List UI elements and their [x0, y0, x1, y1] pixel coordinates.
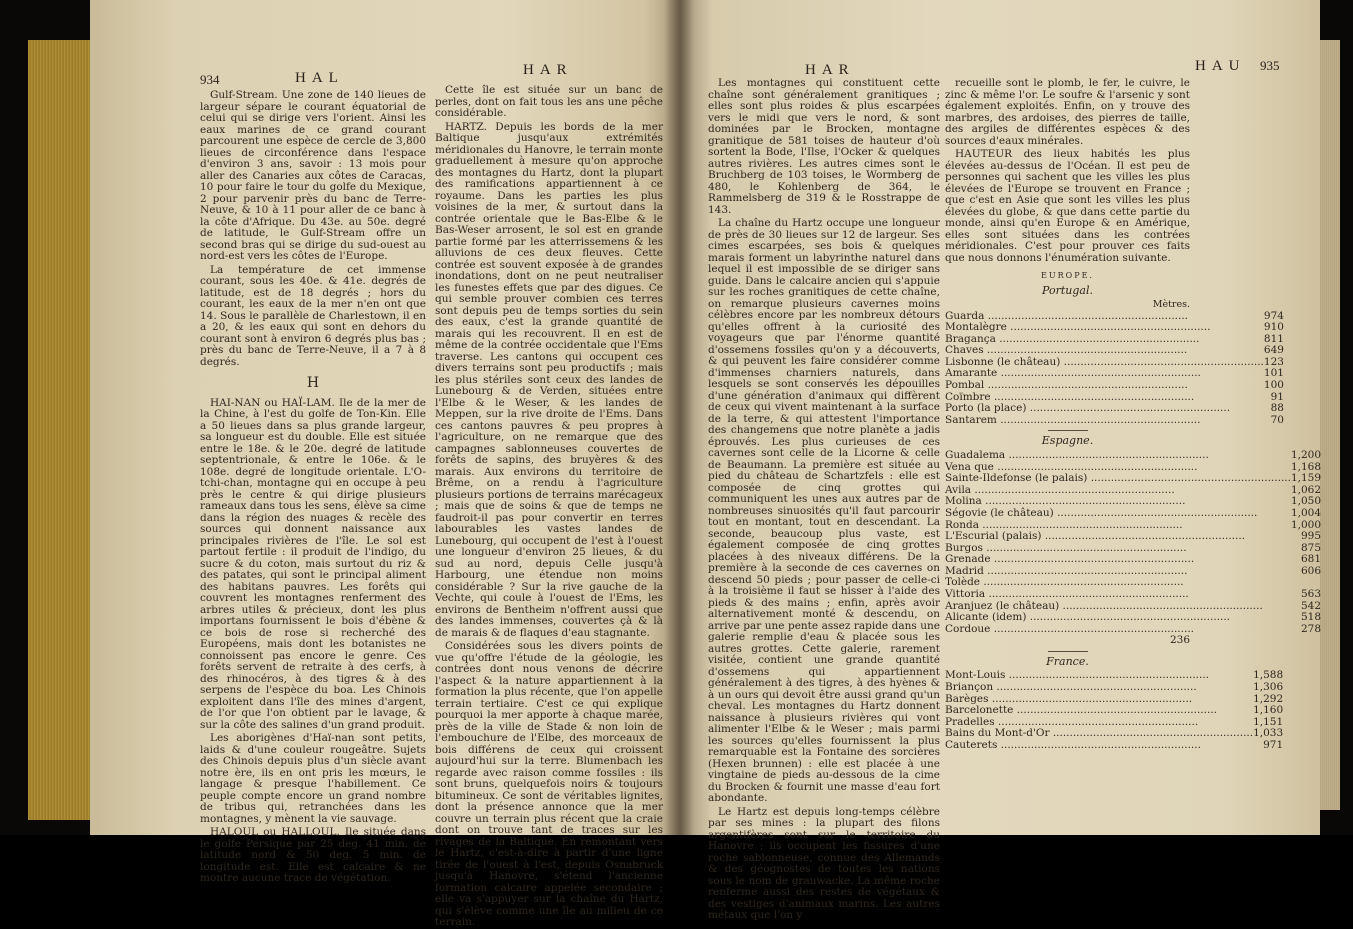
place-name: Madrid ............................................................ — [945, 564, 1188, 577]
altitude-value: 1,168 — [1290, 460, 1322, 473]
altitude-value: 88 — [1270, 402, 1284, 415]
place-name: Montalègre ............................................................ — [945, 321, 1211, 334]
table-row — [945, 531, 1321, 543]
place-name: Amarante ............................................................ — [945, 367, 1201, 380]
place-name: Cordoue ............................................................ — [945, 622, 1194, 635]
paragraph: HAUTEUR des lieux habités les plus élevées au-dessus de l'Océan. Il est peu de personnes qui sachent que les villes les plus élevées de l'Europe se trouvent en France ; que c'est en Asie que sont les villes les plus élevées du globe, & que dans cette partie du monde, ainsi qu'en Europe & en Amérique, elles sont situées dans les contrées méridionales. C'est pour prouver ces faits que nous donnons l'énumération suivante. — [945, 148, 1190, 264]
place-name: Briançon ............................................................ — [945, 681, 1197, 694]
right-header-title: HAR — [805, 62, 855, 78]
altitude-value: 1,588 — [1253, 669, 1284, 682]
right-column-1 — [708, 77, 940, 921]
place-name: Vittoria ............................................................ — [945, 588, 1189, 601]
table-row — [945, 322, 1284, 334]
table-row — [945, 624, 1321, 636]
altitude-value: 974 — [1263, 309, 1284, 322]
portugal-table — [945, 311, 1284, 427]
paragraph: Les aborigènes d'Haï-nan sont petits, laids & d'une couleur rougeâtre. Sujets des Chinois depuis plus d'un siècle avant notre ère, ils en ont pris les mœurs, le langage & presque l'habillement. Ce peuple compte encore un grand nombre de tribus qui, retranchées dans les montagnes, y mènent la vie sauvage. — [200, 732, 426, 825]
place-name: Molina ............................................................ — [945, 495, 1186, 508]
place-name: Chaves ............................................................ — [945, 344, 1188, 357]
extra-value: 236 — [1169, 634, 1190, 647]
place-name: Bains du Mont-d'Or ............................................................ — [945, 727, 1254, 740]
altitude-value: 101 — [1263, 367, 1284, 380]
left-header-title: HAL — [295, 70, 344, 86]
table-row — [945, 740, 1283, 752]
place-name: Sainte-Ildefonse (le palais) ............................................................ — [945, 472, 1291, 485]
altitude-value: 1,160 — [1253, 704, 1284, 717]
paragraph: La chaîne du Hartz occupe une longueur de près de 30 lieues sur 12 de largeur. Ses cimes escarpées, ses bois & quelques marais forment un labyrinthe naturel dans lequel il est impossible de se diriger sans guide. Dans le calcaire ancien qui s'appuie sur les roches granitiques de cette chaîne, on remarque plusieurs cavernes moins célèbres encore par les nombreux détours qu'elles offrent à la curiosité des voyageurs que par l'énorme quantité d'ossemens fossiles qu'on y a découverts, & qui peuvent les faire considérer comme d'immenses charniers naturels, dans lesquels se sont conservés les dépouilles d'une génération d'animaux qui diffèrent de ceux qui vivent maintenant à la surface de la terre, & qui attestent l'importance des changemens que notre planète a jadis éprouvés. Les plus curieuses de ces cavernes sont celle de la Licorne & celle de Beaumann. La première est située au pied du château de Schartzfels : elle est composée de cinq grottes qui communiquent les unes aux autres par de nombreuses sinuosités qu'il faut parcourir tout en montant, tout en descendant. La seconde, beaucoup plus vaste, est également composée de cinq grottes placées à des niveaux différens. De la première à la seconde de ces cavernes on descend 50 pieds ; pour passer de celle-ci à la troisième il faut se hisser à l'aide des pieds & des mains ; enfin, après avoir alternativement monté & descendu, on arrive par une pente assez rapide dans une galerie remplie d'eau & placée sous les autres grottes. Cette galerie, rarement visitée, contient une grande quantité d'ossemens qui appartiennent généralement à des tigres, à des hyènes & à un ours qui devoit être aussi grand qu'un cheval. Les montagnes du Hartz donnent naissance à plusieurs rivières qui vont alimenter l'Elbe & le Weser ; mais parmi les sources qu'elles fournissent la plus remarquable est la Fontaine des sorcières (Hexen brunnen) : elle est placée à une vingtaine de pieds au-dessous de la cime du Brocken & fournit une masse d'eau fort abondante. — [708, 217, 940, 804]
altitude-value: 518 — [1300, 611, 1322, 624]
paragraph: Cette île est située sur un banc de perles, dont on fait tous les ans une pêche considérable. — [435, 84, 663, 119]
place-name: Ronda ............................................................ — [945, 518, 1183, 531]
altitude-value: 1,292 — [1253, 692, 1284, 705]
divider — [1048, 430, 1088, 431]
altitude-value: 875 — [1300, 541, 1322, 554]
table-row — [945, 682, 1283, 694]
paragraph: HALOUL ou HALLOUL. Ile située dans le golfe Persique par 25 deg. 41 min. de latitude nord & 50 deg. 5 min. de longitude est. Elle est calcaire & ne montre aucune trace de végétation. — [200, 826, 426, 884]
altitude-value: 1,004 — [1290, 506, 1322, 519]
place-name: Ségovie (le château) ............................................................ — [945, 506, 1258, 519]
place-name: Cauterets ............................................................ — [945, 739, 1201, 751]
left-column-1 — [200, 89, 426, 884]
altitude-value: 278 — [1300, 622, 1322, 635]
place-name: Barcelonette ............................................................ — [945, 704, 1217, 717]
altitude-value: 1,151 — [1253, 715, 1284, 728]
right-page-number: 935 — [1260, 58, 1280, 73]
altitude-value: 1,033 — [1253, 727, 1284, 740]
altitude-value: 1,000 — [1290, 518, 1322, 531]
place-name: Grenade ............................................................ — [945, 553, 1195, 566]
paragraph: Gulf-Stream. Une zone de 140 lieues de largeur sépare le courant équatorial de celui qui se dirige vers l'orient. Ainsi les eaux marines de ce grand courant parcourent une espèce de cercle de 3,800 lieues de circonférence dans l'espace d'environ 3 ans, savoir : 13 mois pour aller des Canaries aux côtes de Caracas, 10 pour faire le tour du golfe du Mexique, 2 pour parvenir près du banc de Terre-Neuve, & 10 à 11 pour aller de ce banc à la côte d'Afrique. Du 43e. au 50e. degré de latitude, le Gulf-Stream offre un second bras qui se dirige du sud-ouest au nord-est vers les côtes de l'Europe. — [200, 89, 426, 262]
table-title-europe: EUROPE. — [1041, 271, 1094, 280]
page-edges-right — [1318, 40, 1340, 810]
place-name: Bragança ............................................................ — [945, 332, 1200, 345]
table-row — [945, 450, 1321, 462]
france-table — [945, 670, 1283, 751]
altitude-value: 123 — [1263, 355, 1284, 368]
espagne-table — [945, 450, 1321, 636]
altitude-value: 606 — [1300, 564, 1322, 577]
place-name: Vena que ............................................................ — [945, 460, 1198, 473]
table-subtitle-espagne: Espagne. — [1041, 434, 1094, 448]
place-name: Santarem ............................................................ — [945, 413, 1201, 426]
paragraph: La température de cet immense courant, sous les 40e. & 41e. degrés de latitude, est de 18 degrés ; hors du courant, les eaux de la mer n'en ont que 14. Sous le parallèle de Charlestown, il en a 20, & les eaux qui sont en dehors du courant sont à environ 6 degrés plus bas ; près du banc de Terre-Neuve, il a 7 à 8 degrés. — [200, 263, 426, 368]
place-name: Porto (la place) ............................................................ — [945, 402, 1231, 415]
table-row — [945, 508, 1321, 520]
altitude-value: 542 — [1300, 599, 1322, 612]
table-row — [945, 380, 1284, 392]
altitude-value: 910 — [1263, 321, 1284, 334]
altitude-value: 1,306 — [1253, 681, 1284, 694]
right-column-2 — [945, 77, 1322, 828]
altitude-value: 971 — [1263, 739, 1284, 751]
page-edges-left — [28, 40, 92, 820]
place-name: Avila ............................................................ — [945, 483, 1175, 496]
table-row — [945, 473, 1321, 485]
paragraph: recueille sont le plomb, le fer, le cuivre, le zinc & même l'or. Le soufre & l'arsenic y sont également exploités. Enfin, on y trouve des marbres, des ardoises, des pierres de taille, des argiles de différentes espèces & des sources d'eaux minérales. — [945, 77, 1190, 147]
divider — [1048, 651, 1088, 652]
paragraph: HAI-NAN ou HAÏ-LAM. Ile de la mer de la Chine, à l'est du golfe de Ton-Kin. Elle a 50 lieues dans sa plus grande largeur, sa longueur est du double. Elle est située entre le 18e. & le 20e. degré de latitude septentrionale, & entre le 106e. & le 108e. degré de longitude orientale. L'O-tchi-chan, montagne qui en occupe à peu près le centre & qui dirige plusieurs rameaux dans tous les sens, élève sa cime dans la région des nuages & recèle des sources qui donnent naissance aux principales rivières de l'île. Le sol est partout fertile : il produit de l'indigo, du sucre & du coton, mais surtout du riz & des patates, qui sont le principal aliment des habitans pauvres. Les forêts qui couvrent les montagnes renferment des arbres utiles & précieux, dont les plus importans fournissent le bois d'ébène & ce bois de rose si recherché des Européens, mais dont les botanistes ne connoissent pas encore le genre. Ces forêts servent de retraite à des cerfs, à des rhinocéros, à des tigres & à des serpens de l'espèce du boa. Les Chinois exploitent dans l'île des mines d'argent, de l'or que l'on obtient par le lavage, & sur la côte des salines d'un grand produit. — [200, 396, 426, 731]
altitude-value: 649 — [1263, 344, 1284, 357]
place-name: Aranjuez (le château) ............................................................ — [945, 599, 1263, 612]
altitude-value: 995 — [1300, 530, 1322, 543]
left-column-2 — [435, 84, 664, 928]
left-page — [90, 0, 680, 928]
place-name: Tolède ............................................................ — [945, 576, 1184, 589]
paragraph: Le Hartz est depuis long-temps célèbre par ses mines : la plupart des filons argentifères sont sur le territoire du Hanovre ; ils occupent les fissures d'une roche sablonneuse, connue des Allemands & des géognostes de toutes les nations sous le nom de grauwacke. La même roche renferme aussi des restes de végétaux & des vestiges d'animaux marins. Les autres métaux que l'on y — [708, 805, 940, 921]
paragraph: Considérées sous les divers points de vue qu'offre l'étude de la géologie, les contrées dont nous venons de décrire l'aspect & la nature appartiennent à la formation la plus récente, que l'on appelle terrain tertiaire. C'est ce qui explique pourquoi la mer apporte à chaque marée, près de la ville de Stade & non loin de l'embouchure de l'Elbe, des morceaux de bois différens de ceux qui croissent aujourd'hui sur la terre. Blumenbach les regarde avec raison comme fossiles : ils sont bruns, quelquefois noirs & toujours bitumineux. Ce sont de véritables lignites, dont la présence annonce que la mer couvre un terrain plus récent que la craie dont on trouve tant de traces sur les rivages de la Baltique. En remontant vers le Hartz, c'est-à-dire à partir d'une ligne tirée de l'ouest à l'est, depuis Osnabruck jusqu'à Hanovre, s'étend l'ancienne formation calcaire appelée secondaire ; elle va s'appuyer sur la chaîne du Hartz, qui s'élève comme une île au milieu de ce terrain. — [435, 640, 663, 928]
altitude-value: 811 — [1263, 332, 1284, 345]
table-subtitle-portugal: Portugal. — [1042, 283, 1093, 297]
altitude-value: 1,062 — [1290, 483, 1322, 496]
altitude-value: 1,159 — [1290, 472, 1322, 485]
place-name: Alicante (idem) ............................................................ — [945, 611, 1231, 624]
paragraph: HARTZ. Depuis les bords de la mer Baltique jusqu'aux extrémités méridionales du Hanovre, le terrain monte graduellement à mesure qu'on approche des montagnes du Hartz, dont la plupart des ramifications appartiennent à ce royaume. Dans les parties les plus voisines de la mer, & surtout dans la contrée orientale que le Bas-Elbe & le Bas-Weser arrosent, le sol est en grande partie formé par les atterrissemens & les alluvions de ces deux fleuves. Cette contrée est souvent exposée à de grandes inondations, dont on ne peut neutraliser les funestes effets que par des digues. Ce qui semble prouver combien ces terres sont depuis peu de temps sorties du sein des eaux, c'est la grande quantité de marais qui les recouvrent. Il en est de même de la contrée occidentale que l'Ems traverse. Les cantons qui occupent ces divers terrains sont peu productifs ; mais les plus stériles sont ceux des landes de Lunebourg & de Verden, situées entre l'Elbe & le Weser, & les landes de Meppen, sur la rive droite de l'Ems. Dans ces cantons pauvres & peu propres à l'agriculture, on ne remarque que des campagnes sablonneuses couvertes de forêts de sapins, des bruyères & des marais. Aux environs du territoire de Brême, on a rendu à l'agriculture plusieurs portions de terrains marécageux ; mais que de soins & que de temps ne faudroit-il pas pour convertir en terres labourables les vastes landes de Lunebourg, qui occupent de l'est à l'ouest une longueur d'environ 25 lieues, & du sud au nord, depuis Celle jusqu'à Harbourg, une étendue non moins considérable ? Sur la rive gauche de la Vechte, qui coule à l'ouest de l'Ems, les environs de Bentheim n'offrent aussi que des landes immenses, couvertes çà & là de marais & de flaques d'eau stagnante. — [435, 120, 664, 639]
left-header-title-2: HAR — [523, 62, 573, 78]
section-letter: H — [306, 375, 320, 391]
altitude-value: 70 — [1270, 413, 1284, 426]
place-name: Guarda ............................................................ — [945, 309, 1189, 322]
paragraph: Les montagnes qui constituent cette chaîne sont généralement granitiques ; elles sont plus roides & plus escarpées vers le midi que vers le nord, & sont dominées par le Brocken, montagne granitique de 581 toises de hauteur d'où sortent la Bode, l'Ilse, l'Ocker & quelques autres rivières. Les autres cimes sont le Bruchberg de 103 toises, le Wormberg de 480, le Kohlenberg de 364, le Rammelsberg de 319 & le Rosstrappe de 143. — [708, 77, 940, 216]
altitude-value: 91 — [1270, 390, 1284, 403]
left-page-number: 934 — [200, 72, 220, 87]
table-row — [945, 589, 1321, 601]
table-subtitle-france: France. — [1046, 654, 1089, 668]
altitude-value: 1,200 — [1290, 448, 1322, 461]
unit-label: Mètres. — [1152, 299, 1190, 310]
right-page — [680, 0, 1322, 921]
place-name: Coïmbre ............................................................ — [945, 390, 1195, 403]
altitude-value: 1,050 — [1290, 495, 1322, 508]
place-name: Lisbonne (le château) ............................................................ — [945, 355, 1264, 368]
place-name: Guadalema ............................................................ — [945, 448, 1209, 461]
place-name: Barèges ............................................................ — [945, 692, 1193, 705]
altitude-value: 563 — [1300, 588, 1322, 601]
right-header-title-2: HAU — [1195, 58, 1246, 74]
altitude-value: 100 — [1263, 379, 1284, 392]
altitude-value: 681 — [1300, 553, 1322, 566]
table-row — [945, 415, 1284, 427]
place-name: L'Escurial (palais) ............................................................ — [945, 530, 1246, 543]
place-name: Burgos ............................................................ — [945, 541, 1187, 554]
place-name: Mont-Louis ............................................................ — [945, 669, 1210, 682]
place-name: Pombal ............................................................ — [945, 379, 1188, 392]
place-name: Pradelles ............................................................ — [945, 715, 1199, 728]
